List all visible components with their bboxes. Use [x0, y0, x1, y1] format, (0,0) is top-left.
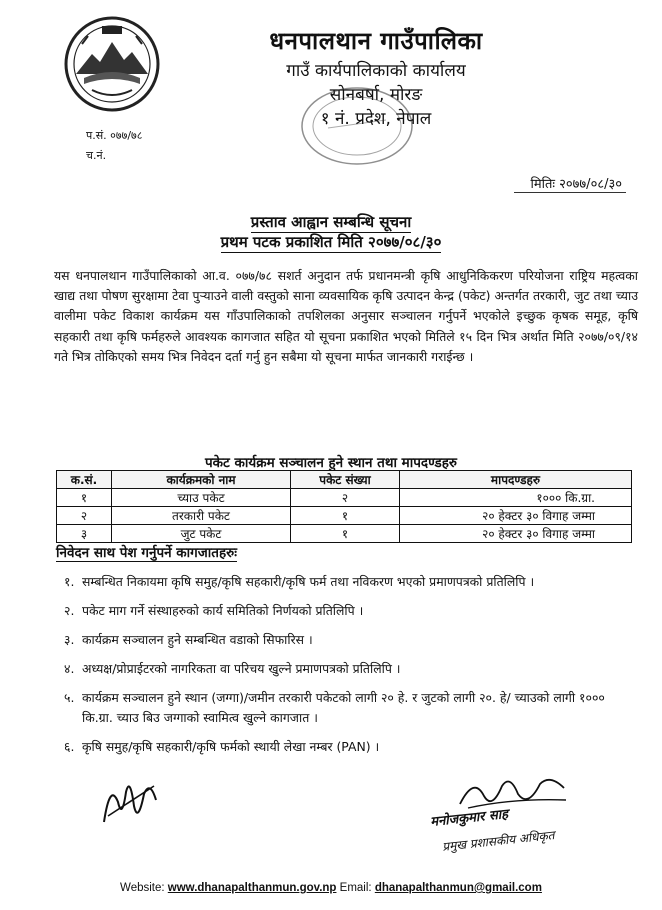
office-line-4: १ नं. प्रदेश, नेपाल	[320, 109, 432, 129]
column-header: पकेट संख्या	[291, 471, 400, 489]
cell-program: जुट पकेट	[112, 525, 291, 543]
office-name-heading: धनपालथान गाउँपालिका	[269, 27, 483, 55]
table-row	[57, 507, 632, 525]
cell-criteria: १००० कि.ग्रा.	[400, 489, 632, 507]
criteria-table-title: पकेट कार्यक्रम सञ्चालन हुने स्थान तथा मापदण्डहरु	[205, 455, 457, 471]
signatory-name: मनोजकुमार साह	[429, 806, 509, 831]
item-text: अध्यक्ष/प्रोप्राईटरको नागरिकता वा परिचय खुल्ने प्रमाणपत्रको प्रतिलिपि ।	[82, 661, 401, 676]
office-line-2: गाउँ कार्यपालिकाको कार्यालय	[286, 61, 466, 81]
table-row	[57, 489, 632, 507]
list-item	[52, 601, 632, 621]
email-link[interactable]: dhanapalthanmun@gmail.com	[374, 882, 542, 894]
notice-subtitle	[0, 232, 662, 252]
page-footer	[0, 882, 662, 894]
reference-number: प.सं. ०७७/७८	[86, 129, 143, 142]
notice-title	[0, 212, 662, 232]
list-item	[52, 688, 632, 728]
item-number: २.	[64, 603, 75, 618]
date-underline	[514, 192, 626, 193]
cell-program: च्याउ पकेट	[112, 489, 291, 507]
cell-serial: ३	[57, 525, 112, 543]
dispatch-number: च.नं.	[86, 149, 107, 162]
column-header: कार्यक्रमको नाम	[112, 471, 291, 489]
cell-count: १	[291, 525, 400, 543]
left-signature	[96, 772, 166, 832]
signatory-role: प्रमुख प्रशासकीय अधिकृत	[441, 828, 556, 854]
cell-serial: १	[57, 489, 112, 507]
documents-heading: निवेदन साथ पेश गर्नुपर्ने कागजातहरुः	[56, 545, 237, 561]
item-number: ३.	[64, 632, 75, 647]
cell-criteria: २० हेक्टर ३० विगाह जम्मा	[400, 525, 632, 543]
notice-title-text: प्रस्ताव आह्वान सम्बन्धि सूचना	[250, 213, 412, 231]
cell-serial: २	[57, 507, 112, 525]
cell-program: तरकारी पकेट	[112, 507, 291, 525]
list-item	[52, 737, 632, 757]
notice-body: यस धनपालथान गाउँपालिकाको आ.व. ०७७/७८ सशर्त अनुदान तर्फ प्रधानमन्त्री कृषि आधुनिकिकरण परियोजना राष्ट्रिय महत्वका खाद्य तथा पोषण सुरक्षामा टेवा पुऱ्याउने वाली वस्तुको साना व्यवसायिक कृषि उत्पादन केन्द्र (पकेट) अन्तर्गत तरकारी, जुट तथा च्याउ वालीमा पकेट विकाश कार्यक्रम यस गाँउपालिकाको तपशिलका अनुसार सञ्चालन गर्नुपर्ने भएकोले इच्छुक कृषक समूह, कृषि सहकारी तथा कृषि फर्महरुले आवश्यक कागजात सहित यो सूचना प्रकाशित भएको मितिले १५ दिन भित्र अर्थात मिति २०७७/०९/१४ गते भित्र तोकिएको समय भित्र निवेदन दर्ता गर्नु हुन सबैमा यो सूचना मार्फत जानकारी गराईन्छ ।	[54, 268, 638, 364]
office-stamp	[298, 84, 416, 168]
table-row	[57, 525, 632, 543]
item-number: ४.	[64, 661, 75, 676]
table-header-row	[57, 471, 632, 489]
office-line-3: सोनबर्षा, मोरङ	[329, 85, 423, 105]
list-item	[52, 630, 632, 650]
item-number: ६.	[64, 739, 75, 754]
item-text: कार्यक्रम सञ्चालन हुने सम्बन्धित वडाको सिफारिस ।	[82, 632, 313, 647]
column-header: क.सं.	[57, 471, 112, 489]
documents-list	[52, 572, 632, 766]
website-label: Website:	[120, 882, 165, 894]
item-number: ५.	[64, 690, 75, 705]
notice-date: मितिः २०७७/०८/३०	[530, 177, 622, 192]
item-text: सम्बन्धित निकायमा कृषि समुह/कृषि सहकारी/कृषि फर्म तथा नविकरण भएको प्रमाणपत्रको प्रतिलिपि ।	[82, 574, 535, 589]
criteria-table	[56, 470, 632, 543]
email-label: Email:	[339, 882, 372, 894]
cell-count: १	[291, 507, 400, 525]
list-item	[52, 659, 632, 679]
list-item	[52, 572, 632, 592]
item-text: कृषि समुह/कृषि सहकारी/कृषि फर्मको स्थायी लेखा नम्बर (PAN) ।	[82, 739, 380, 754]
notice-subtitle-text: प्रथम पटक प्रकाशित मिति २०७७/०८/३०	[220, 233, 442, 251]
website-link[interactable]: www.dhanapalthanmun.gov.np	[167, 882, 337, 894]
cell-count: २	[291, 489, 400, 507]
item-number: १.	[64, 574, 75, 589]
column-header: मापदण्डहरु	[400, 471, 632, 489]
item-text: पकेट माग गर्ने संस्थाहरुको कार्य समितिको निर्णयको प्रतिलिपि ।	[82, 603, 364, 618]
item-text: कार्यक्रम सञ्चालन हुने स्थान (जग्गा)/जमीन तरकारी पकेटको लागी २० हे. र जुटको लागी २०. हे/ च्याउको लागी १००० कि.ग्रा. च्याउ बिउ जग्गाको स्वामित्व खुल्ने कागजात ।	[82, 690, 605, 725]
cell-criteria: २० हेक्टर ३० विगाह जम्मा	[400, 507, 632, 525]
